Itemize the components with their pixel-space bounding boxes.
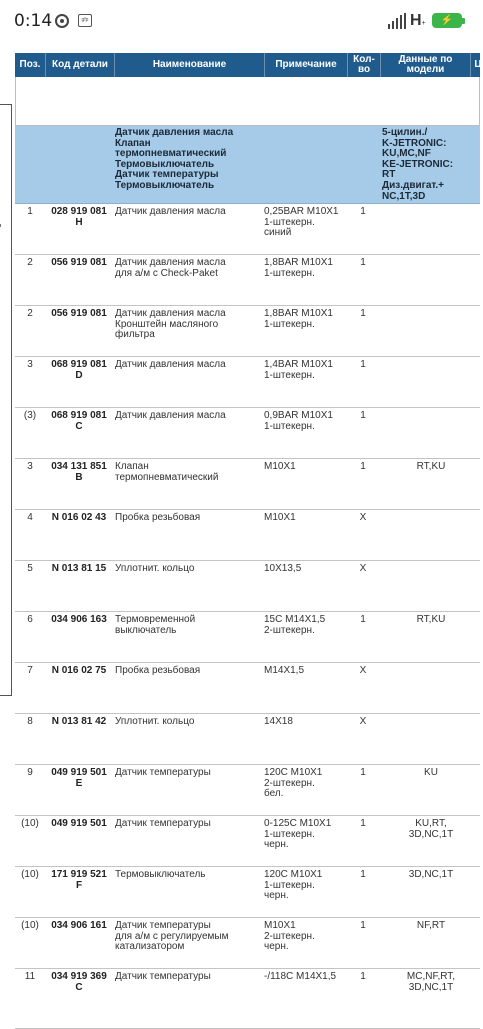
cell-name-line: Датчик давления масла — [115, 359, 226, 370]
cell-part-code-line: 034 906 161 — [51, 920, 107, 931]
cell-note-line: 1,4BAR M10X1 — [264, 359, 333, 370]
cell-part-code — [44, 309, 114, 320]
cell-name — [115, 870, 261, 881]
cell-note — [264, 870, 346, 902]
cell-qty — [347, 207, 379, 218]
cell-part-code-line: 068 919 081 — [51, 359, 107, 370]
cell-name — [115, 309, 261, 341]
cell-name-line: выключатель — [115, 624, 177, 636]
cell-note-line: 2-штекерн. — [264, 777, 315, 789]
cell-qty — [347, 768, 379, 779]
cell-name-line: Термовыключатель — [115, 869, 206, 880]
cell-part-code-line: C — [75, 981, 83, 993]
cell-qty-line: 1 — [360, 869, 366, 880]
cell-note-line: M10X1 — [264, 512, 296, 523]
cell-note-line: черн. — [264, 941, 289, 953]
section-model-line: Диз.двигат.+ — [382, 179, 445, 191]
app-notification-icon: gfp — [78, 14, 92, 27]
cell-part-code-line: F — [75, 879, 83, 891]
cell-note — [264, 258, 346, 279]
cell-name — [115, 513, 261, 524]
cell-name — [115, 462, 261, 483]
cell-note-line: -/118C M14X1,5 — [264, 971, 337, 982]
cell-part-code-line: 028 919 081 — [51, 206, 107, 217]
cell-qty-line: X — [359, 665, 367, 676]
cell-name-line: Датчик температуры — [115, 767, 211, 778]
cell-qty-line: 1 — [360, 920, 366, 931]
cell-qty — [347, 717, 379, 728]
cell-pos — [15, 309, 45, 320]
cell-name — [115, 258, 261, 279]
cell-qty — [347, 972, 379, 983]
cell-note — [264, 513, 346, 524]
cell-part-code-line: 171 919 521 — [51, 869, 107, 880]
cell-pos-line: (10) — [21, 869, 39, 880]
table-row[interactable] — [15, 255, 480, 306]
cell-pos — [15, 513, 45, 524]
header-code: Код детали — [52, 59, 108, 70]
table-row[interactable] — [15, 459, 480, 510]
cell-model — [381, 819, 481, 840]
cell-pos-line: (10) — [21, 920, 39, 931]
cell-name — [115, 921, 261, 953]
cell-model — [381, 462, 481, 473]
cell-part-code-line: N 013 81 15 — [51, 563, 107, 574]
cell-qty — [347, 870, 379, 881]
cell-part-code — [44, 768, 114, 789]
cell-name-line: Датчик давления масла — [115, 257, 226, 268]
cell-note-line: 1-штекерн. — [264, 369, 315, 381]
cell-pos-line: 6 — [27, 614, 33, 625]
cell-note-line: 2-штекерн. — [264, 624, 315, 636]
cell-qty — [347, 666, 379, 677]
cell-note-line: M10X1 — [264, 920, 296, 931]
cell-pos-line: 3 — [27, 359, 33, 370]
cell-model-line: 3D,NC,1T — [408, 828, 454, 840]
cell-model-line: KU,RT, — [415, 818, 447, 829]
cell-pos-line: 3 — [27, 461, 33, 472]
cell-qty-line: 1 — [360, 767, 366, 778]
cell-name-line: Датчик давления масла — [115, 410, 226, 421]
cell-part-code-line: H — [75, 216, 83, 228]
cell-note-line: 14X18 — [264, 716, 293, 727]
header-model: Данные по модели — [398, 54, 453, 75]
table-row[interactable] — [15, 765, 480, 816]
network-type: H+ — [410, 12, 426, 29]
table-row[interactable] — [15, 816, 480, 867]
section-model-line: KU,MC,NF — [382, 148, 431, 160]
header-extra: Ц — [474, 59, 482, 70]
cell-part-code — [44, 972, 114, 993]
cell-pos-line: 2 — [27, 308, 33, 319]
section-model-data — [382, 128, 480, 202]
table-header — [15, 53, 480, 77]
cell-model-line: NF,RT — [416, 920, 446, 931]
cell-pos — [15, 258, 45, 269]
cell-note-line: M10X1 — [264, 461, 296, 472]
cell-part-code-line: N 016 02 75 — [51, 665, 107, 676]
cell-model — [381, 972, 481, 993]
cell-qty-line: X — [359, 512, 367, 523]
cell-name-line: Пробка резьбовая — [115, 512, 201, 523]
cell-pos-line: (10) — [21, 818, 39, 829]
cell-note — [264, 564, 346, 575]
cell-note-line: 0,25BAR M10X1 — [264, 206, 339, 217]
cell-qty-line: X — [359, 563, 367, 574]
cell-note-line: 1-штекерн. — [264, 879, 315, 891]
section-name-line: Термовыключатель — [115, 179, 215, 191]
cell-name — [115, 972, 261, 983]
cell-name — [115, 666, 261, 677]
cell-note — [264, 666, 346, 677]
status-bar — [0, 0, 480, 44]
cell-part-code — [44, 207, 114, 228]
cell-part-code — [44, 921, 114, 932]
table-row[interactable] — [15, 306, 480, 357]
cell-part-code-line: 056 919 081 — [51, 257, 107, 268]
cell-model-line: 3D,NC,1T — [408, 869, 454, 880]
cell-note-line: 1-штекерн. — [264, 828, 315, 840]
cell-note-line: 1-штекерн. — [264, 216, 315, 228]
cell-part-code-line: 034 906 163 — [51, 614, 107, 625]
table-row[interactable] — [15, 612, 480, 663]
cell-part-code-line: N 016 02 43 — [51, 512, 107, 523]
section-name-line: Термовыключатель — [115, 158, 215, 170]
cell-name-line: Термовременной — [115, 614, 196, 625]
cell-part-code-line: E — [75, 777, 83, 789]
section-names — [115, 128, 275, 192]
cell-qty-line: 1 — [360, 206, 366, 217]
cell-name-line: Датчик давления масла — [115, 308, 226, 319]
cell-note — [264, 819, 346, 851]
cell-name — [115, 717, 261, 728]
cell-pos — [15, 411, 45, 422]
cell-part-code-line: 068 919 081 — [51, 410, 107, 421]
cell-qty — [347, 360, 379, 371]
battery-charging-icon: ⚡ — [432, 13, 462, 28]
cell-name-line: Датчик температуры — [115, 920, 211, 931]
cell-name — [115, 564, 261, 575]
cell-part-code — [44, 717, 114, 728]
cell-part-code — [44, 513, 114, 524]
cell-note — [264, 411, 346, 432]
table-row[interactable] — [15, 408, 480, 459]
cell-pos-line: 2 — [27, 257, 33, 268]
cell-model — [381, 870, 481, 881]
cell-note-line: синий — [264, 227, 292, 239]
cell-pos-line: 9 — [27, 767, 33, 778]
edge-marker — [0, 224, 1, 227]
cell-note-line: черн. — [264, 839, 289, 851]
cell-pos-line: 8 — [27, 716, 33, 727]
cell-pos-line: 11 — [24, 971, 36, 982]
cell-note — [264, 768, 346, 800]
table-row[interactable] — [15, 357, 480, 408]
cell-note — [264, 207, 346, 239]
cell-note-line: бел. — [264, 788, 284, 800]
cell-note-line: 1-штекерн. — [264, 267, 315, 279]
cell-note-line: 120C M10X1 — [264, 869, 323, 880]
cell-name-line: Пробка резьбовая — [115, 665, 201, 676]
status-time: 0:14 — [14, 11, 53, 31]
cell-note — [264, 717, 346, 728]
section-model-line: KE-JETRONIC: — [382, 158, 454, 170]
cell-note — [264, 972, 346, 983]
header-qty: Кол-во — [353, 54, 375, 75]
cell-name-line: для а/м с Check-Paket — [115, 267, 218, 279]
cell-name-line: Датчик температуры — [115, 971, 211, 982]
cell-note — [264, 615, 346, 636]
cell-name-line: для а/м с регулируемым — [115, 930, 229, 942]
cell-note — [264, 921, 346, 953]
cell-note — [264, 360, 346, 381]
cell-part-code — [44, 615, 114, 626]
section-model-line: RT — [382, 169, 396, 181]
section-model-line: NC,1T,3D — [382, 190, 426, 202]
section-name-line: термопневматический — [115, 148, 227, 160]
cell-part-code — [44, 462, 114, 483]
cell-part-code-line: 049 919 501 — [51, 767, 107, 778]
cell-name-line: Датчик давления масла — [115, 206, 226, 217]
cell-name-line: Кронштейн масляного — [115, 318, 219, 330]
cell-note-line: 1,8BAR M10X1 — [264, 308, 333, 319]
cell-qty — [347, 411, 379, 422]
cell-part-code-line: 049 919 501 — [51, 818, 107, 829]
cell-note-line: черн. — [264, 890, 289, 902]
cell-qty-line: 1 — [360, 410, 366, 421]
cell-name — [115, 411, 261, 422]
cell-note-line: 1-штекерн. — [264, 318, 315, 330]
cell-model-line: MC,NF,RT, — [406, 971, 456, 982]
notification-icon — [55, 14, 69, 28]
cell-qty — [347, 462, 379, 473]
section-model-line: 5-цилин./ — [382, 127, 428, 138]
cell-name — [115, 207, 261, 218]
cell-qty — [347, 513, 379, 524]
cell-part-code-line: N 013 81 42 — [51, 716, 107, 727]
cell-name-line: Уплотнит. кольцо — [115, 716, 195, 727]
cell-model — [381, 768, 481, 779]
cell-name-line: термопневматический — [115, 471, 219, 483]
cell-part-code-line: 034 919 369 — [51, 971, 107, 982]
table-row[interactable] — [15, 918, 480, 969]
cell-qty-line: 1 — [360, 971, 366, 982]
cell-pos — [15, 819, 45, 830]
cell-qty-line: 1 — [360, 359, 366, 370]
cell-qty-line: X — [359, 716, 367, 727]
cell-note-line: 120C M10X1 — [264, 767, 323, 778]
cell-pos — [15, 972, 45, 983]
cell-name — [115, 615, 261, 636]
table-row[interactable] — [15, 204, 480, 255]
table-row[interactable] — [15, 663, 480, 714]
cell-name-line: катализатором — [115, 941, 185, 953]
cell-qty-line: 1 — [360, 461, 366, 472]
signal-icon — [388, 13, 408, 29]
cell-qty-line: 1 — [360, 257, 366, 268]
cell-note-line: 0-125C M10X1 — [264, 818, 332, 829]
parts-table — [15, 53, 480, 1029]
cell-name-line: Клапан — [115, 461, 149, 472]
cell-model-line: RT,KU — [416, 614, 446, 625]
cell-note-line: M14X1,5 — [264, 665, 305, 676]
header-note: Примечание — [275, 59, 337, 70]
cell-part-code — [44, 360, 114, 381]
cell-model-line: RT,KU — [416, 461, 446, 472]
section-name-line: Датчик температуры — [115, 169, 219, 181]
table-row[interactable] — [15, 714, 480, 765]
cell-qty-line: 1 — [360, 614, 366, 625]
document-view[interactable] — [0, 44, 480, 1000]
cell-note-line: 0,9BAR M10X1 — [264, 410, 333, 421]
cell-qty-line: 1 — [360, 818, 366, 829]
cell-note-line: 15C M14X1,5 — [264, 614, 326, 625]
cell-pos — [15, 360, 45, 371]
table-body — [15, 204, 480, 1029]
cell-model — [381, 615, 481, 626]
table-row[interactable] — [15, 969, 480, 1029]
cell-part-code — [44, 870, 114, 891]
header-pos: Поз. — [19, 59, 41, 70]
cell-note — [264, 462, 346, 473]
section-row — [15, 126, 480, 204]
cell-note-line: 2-штекерн. — [264, 930, 315, 942]
cell-qty — [347, 615, 379, 626]
cell-pos — [15, 921, 45, 932]
table-row[interactable] — [15, 561, 480, 612]
empty-row — [15, 77, 480, 126]
cell-pos — [15, 207, 45, 218]
cell-pos-line: 4 — [27, 512, 33, 523]
cell-name — [115, 360, 261, 371]
cell-model-line: KU — [424, 767, 438, 778]
cell-qty-line: 1 — [360, 308, 366, 319]
cell-pos — [15, 666, 45, 677]
cell-name-line: Датчик температуры — [115, 818, 211, 829]
table-row[interactable] — [15, 867, 480, 918]
cell-pos — [15, 615, 45, 626]
cell-name-line: Уплотнит. кольцо — [115, 563, 195, 574]
cell-note-line: 1,8BAR M10X1 — [264, 257, 333, 268]
cell-part-code — [44, 258, 114, 269]
cell-pos — [15, 768, 45, 779]
cell-qty — [347, 819, 379, 830]
cell-pos-line: 5 — [27, 563, 33, 574]
cell-name — [115, 819, 261, 830]
cell-part-code-line: D — [75, 369, 83, 381]
cell-qty — [347, 564, 379, 575]
cell-model — [381, 921, 481, 932]
cell-pos-line: (3) — [23, 410, 37, 421]
cell-qty — [347, 258, 379, 269]
table-row[interactable] — [15, 510, 480, 561]
cell-pos-line: 1 — [27, 206, 33, 217]
cell-part-code-line: 034 131 851 — [51, 461, 107, 472]
cell-part-code-line: C — [75, 420, 83, 432]
cell-pos — [15, 564, 45, 575]
cell-pos — [15, 870, 45, 881]
cell-pos — [15, 462, 45, 473]
cell-part-code — [44, 411, 114, 432]
cell-part-code — [44, 564, 114, 575]
section-name-line: Датчик давления масла — [115, 127, 234, 138]
section-name-line: Клапан — [115, 137, 151, 149]
cell-qty — [347, 309, 379, 320]
section-model-line: K-JETRONIC: — [382, 137, 447, 149]
cell-qty — [347, 921, 379, 932]
cell-note-line: 10X13,5 — [264, 563, 302, 574]
cell-model-line: 3D,NC,1T — [408, 981, 454, 993]
cell-note — [264, 309, 346, 330]
cell-pos — [15, 717, 45, 728]
cell-name-line: фильтра — [115, 329, 155, 341]
cell-part-code-line: 056 919 081 — [51, 308, 107, 319]
cell-name — [115, 768, 261, 779]
page-frame-edge — [0, 104, 12, 696]
header-name: Наименование — [152, 59, 227, 70]
cell-note-line: 1-штекерн. — [264, 420, 315, 432]
cell-part-code — [44, 666, 114, 677]
cell-part-code — [44, 819, 114, 830]
cell-part-code-line: B — [75, 471, 83, 483]
cell-pos-line: 7 — [27, 665, 33, 676]
